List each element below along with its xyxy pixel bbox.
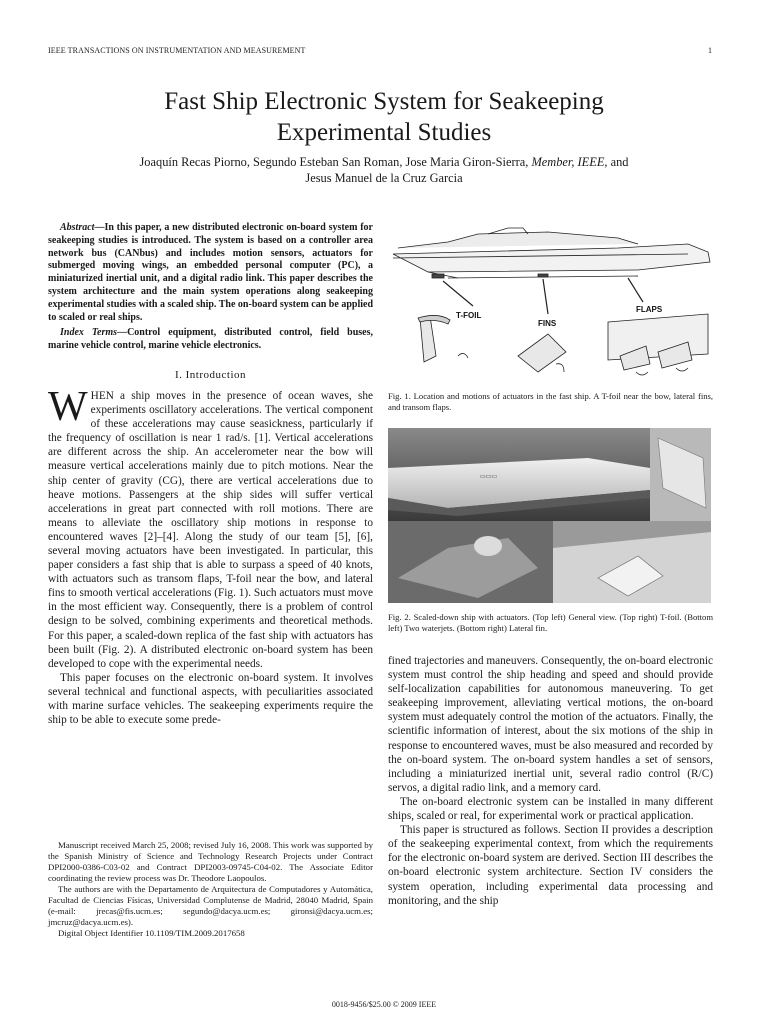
title-line-2: Experimental Studies (276, 119, 492, 146)
section-heading-introduction: I. Introduction (174, 368, 247, 381)
left-column (48, 222, 373, 727)
running-header: IEEE TRANSACTIONS ON INSTRUMENTATION AND MEASUREMENT (48, 46, 306, 55)
figure-1-drawing (388, 226, 713, 386)
figure-2-caption: Fig. 2. Scaled-down ship with actuators. (Top left) General view. (Top right) T-foil. (Bottom left) Two waterjets. (Bottom right) Lateral fin. (388, 612, 713, 633)
authors-block (0, 154, 768, 186)
right-paragraph-2: The on-board electronic system can be installed in many different ships, scaled or real, for experimental work or practical application. (388, 795, 713, 823)
member-ieee: Member, IEEE (531, 155, 605, 169)
index-terms-text: —Control equipment, distributed control, field buses, marine vehicle control, marine vehicle electronics. (48, 327, 373, 352)
index-terms-label: Index Terms (60, 327, 118, 339)
footnote (48, 840, 373, 939)
label-tfoil: T-FOIL (456, 311, 482, 320)
drop-cap: W (48, 383, 88, 430)
paper-title (0, 86, 768, 148)
authors-and: , and (604, 155, 629, 169)
intro-paragraph-2: This paper focuses on the electronic on-board system. It involves several technical and functional aspects, with peculiarities associated with marine surface vehicles. The seakeeping experiments require the ship to be able to execute some prede- (48, 671, 373, 727)
figure-1-caption: Fig. 1. Location and motions of actuators in the fast ship. A T-foil near the bow, lateral fins, and transom flaps. (388, 391, 713, 412)
fins-sketch (518, 334, 566, 372)
authors-line-1 (0, 154, 768, 170)
footnote-doi: Digital Object Identifier 10.1109/TIM.2009.2017658 (58, 928, 245, 938)
figure-2-caption-block (388, 612, 713, 634)
ship-drawing (393, 228, 710, 278)
copyright-footer: 0018-9456/$25.00 © 2009 IEEE (331, 1000, 437, 1009)
intro-paragraph-1-text: HEN a ship moves in the presence of ocean waves, she experiments oscillatory accelerations. The vertical component of these accelerations may cause seasickness, particularly if the frequency of oscillation is near 1 rad/s. [1]. Vertical accelerations are different across the ship. An accelerometer near the bow will measure vertical accelerations mainly due to pitch motions. Near the ship center of gravity (CG), there are vertical accelerations due to heave motions. Passengers at the ship sides will suffer vertical accelerations in great part connected with roll motions. There are means to alleviate the oscillatory ship motions in response to encountered waves [2]–[4]. Along the study of our team [5], [6], several moving actuators have been investigated. In particular, this paper considers a fast ship that is able to surpass a speed of 40 knots, with actuators such as transom flaps, T-foil near the bow, and lateral fins to smooth vertical accelerations (Fig. 1). Such actuators must move in the most efficient way. Consequently, there is a problem of control design to be solved, combining experiments and theoretical methods. For this paper, a scaled-down replica of the fast ship with actuators has been built (Fig. 2). A distributed electronic on-board system has been developed to cope with the experimental needs. (48, 389, 373, 670)
label-fins: FINS (538, 319, 557, 328)
right-column-text (388, 654, 713, 908)
author-names: Joaquín Recas Piorno, Segundo Esteban San Roman, Jose Maria Giron-Sierra, (139, 155, 532, 169)
footnote-affiliation: The authors are with the Departamento de Arquitectura de Computadores y Automática, Facultad de Ciencias Físicas, Universidad Complutense de Madrid, 28040 Madrid, Spain (e-mail: jrecas@fis.ucm.es; segundo@dacya.ucm.es; gironsi@dacya.ucm.es; jmcruz@dacya.ucm.es). (48, 884, 373, 927)
figure-2-photos (388, 428, 711, 603)
hull-marking: ▭▭▭ (480, 474, 498, 480)
footnote-manuscript: Manuscript received March 25, 2008; revised July 16, 2008. This work was supported by the Spanish Ministry of Science and Technology Research Projects under Contract DPI2000-0386-C03-02 and Contract DPI2003-09745-C04-02. The Associate Editor coordinating the review process was Dr. Theodore Laopoulos. (48, 840, 373, 883)
index-terms (48, 327, 373, 353)
right-paragraph-1: fined trajectories and maneuvers. Consequently, the on-board electronic system must control the ship heading and speed and should provide self-localization capabilities for autonomous maneuvering. To get seakeeping improvement, alleviating vertical motions, the on-board system must adequately control the motion of the actuators. Finally, the scientific information of interest, about the six motions of the ship in response to encountered waves, must be also measured and recorded by the on-board system. The on-board system handles a set of sensors, including a miniaturized inertial unit, several radio control (R/C) servos, a digital radio link, and a memory card. (388, 655, 713, 794)
title-line-1: Fast Ship Electronic System for Seakeeping (164, 88, 604, 115)
abstract (48, 222, 373, 324)
authors-line-2: Jesus Manuel de la Cruz Garcia (305, 171, 463, 185)
abstract-text: —In this paper, a new distributed electronic on-board system for seakeeping studies is introduced. The system is based on a controller area network bus (CANbus) and includes motion sensors, actuators for submerged moving wings, an embedded personal computer (PC), a miniaturized inertial unit, and a digital radio link. This paper describes the system architecture and the main system operations along seakeeping experimental studies with a scaled ship. The on-board system can be applied to scaled or real ships. (48, 222, 373, 323)
label-flaps: FLAPS (636, 305, 663, 314)
abstract-label: Abstract (60, 222, 95, 233)
figure-1-caption-block (388, 391, 713, 413)
right-paragraph-3: This paper is structured as follows. Section II provides a description of the seakeeping experimental context, from which the requirements for the electronic on-board system are derived. Section III describes the on-board electronic system architecture. Section IV considers the system operation, including experimental data processing and monitoring, and the ship (388, 824, 713, 907)
page-number: 1 (708, 46, 712, 55)
intro-paragraph-1 (48, 383, 373, 671)
tfoil-sketch (418, 315, 468, 362)
flaps-sketch (608, 314, 708, 375)
